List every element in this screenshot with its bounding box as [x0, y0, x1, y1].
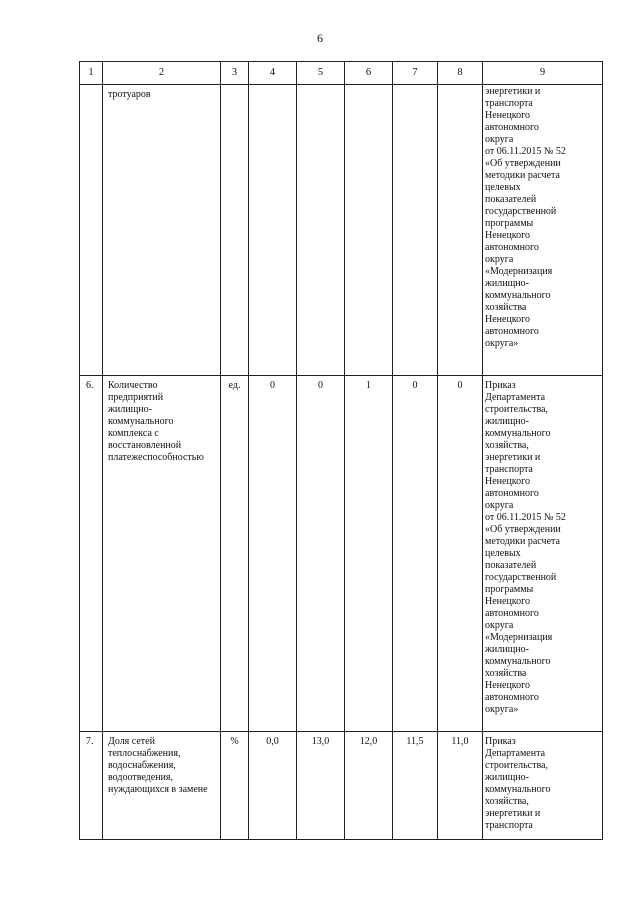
indicator-cell	[103, 376, 221, 732]
value	[297, 85, 344, 89]
basis-cell	[483, 85, 603, 376]
basis-cell	[483, 376, 603, 732]
header-cell: 9	[483, 62, 603, 85]
basis-text: Приказ Департамента строительства, жилищно- коммунального хозяйства, энергетики и транспорта Ненецкого автономного округа от 06.11.2015 № 52 «Об утверждении методики расчета целевых показателей государственной программы Ненецкого автономного округа «Модернизация жилищно- коммунального хозяйства Ненецкого автономного округа»	[485, 380, 566, 715]
value	[345, 85, 392, 89]
unit-cell	[221, 732, 249, 840]
header-cell: 2	[103, 62, 221, 85]
value-cell	[345, 376, 393, 732]
unit: ед.	[228, 380, 241, 391]
basis-cell	[483, 732, 603, 840]
header-row	[80, 62, 603, 85]
unit	[221, 85, 248, 89]
value: 13,0	[311, 736, 330, 747]
value-cell	[297, 732, 345, 840]
indicator-cell	[103, 85, 221, 376]
value-cell	[297, 85, 345, 376]
row-number-cell	[80, 85, 103, 376]
value-cell	[438, 732, 483, 840]
value: 0	[270, 380, 275, 391]
value: 11,0	[451, 736, 469, 747]
page-number: 6	[317, 31, 323, 45]
indicator-name: Количество предприятий жилищно- коммунального комплекса с восстановленной платежеспособностью	[108, 380, 204, 463]
value: 0	[318, 380, 323, 391]
row-number	[80, 85, 102, 89]
unit: %	[230, 736, 239, 747]
value-cell	[345, 732, 393, 840]
table-row	[80, 85, 603, 376]
indicator-cell	[103, 732, 221, 840]
value: 0	[412, 380, 418, 391]
basis-text: Приказ Департамента строительства, жилищно- коммунального хозяйства, энергетики и транспорта	[485, 736, 551, 831]
row-number-cell	[80, 376, 103, 732]
value-cell	[438, 376, 483, 732]
header-cell: 4	[249, 62, 297, 85]
value-cell	[393, 732, 438, 840]
table-row	[80, 732, 603, 840]
value-cell	[249, 732, 297, 840]
value: 12,0	[359, 736, 378, 747]
unit-cell	[221, 376, 249, 732]
value	[393, 85, 437, 89]
value-cell	[438, 85, 483, 376]
indicator-name: тротуаров	[108, 89, 151, 100]
value: 0	[457, 380, 463, 391]
row-number: 6.	[86, 380, 94, 391]
value-cell	[345, 85, 393, 376]
header-cell: 3	[221, 62, 249, 85]
indicator-name: Доля сетей теплоснабжения, водоснабжения, водоотведения, нуждающихся в замене	[108, 736, 208, 795]
value-cell	[393, 85, 438, 376]
header-cell: 8	[438, 62, 483, 85]
value-cell	[297, 376, 345, 732]
basis-text: энергетики и транспорта Ненецкого автономного округа от 06.11.2015 № 52 «Об утверждении методики расчета целевых показателей государственной программы Ненецкого автономного округа «Модернизация жилищно- коммунального хозяйства Ненецкого автономного округа»	[485, 86, 566, 349]
table-row	[80, 376, 603, 732]
header-cell: 6	[345, 62, 393, 85]
value-cell	[249, 85, 297, 376]
unit-cell	[221, 85, 249, 376]
header-cell: 1	[80, 62, 103, 85]
value: 11,5	[406, 736, 424, 747]
value: 1	[366, 380, 371, 391]
value-cell	[249, 376, 297, 732]
value-cell	[393, 376, 438, 732]
header-cell: 7	[393, 62, 438, 85]
value	[249, 85, 296, 89]
row-number-cell	[80, 732, 103, 840]
value: 0,0	[266, 736, 279, 747]
header-cell: 5	[297, 62, 345, 85]
row-number: 7.	[86, 736, 94, 747]
indicators-table	[79, 61, 603, 840]
value	[438, 85, 482, 89]
